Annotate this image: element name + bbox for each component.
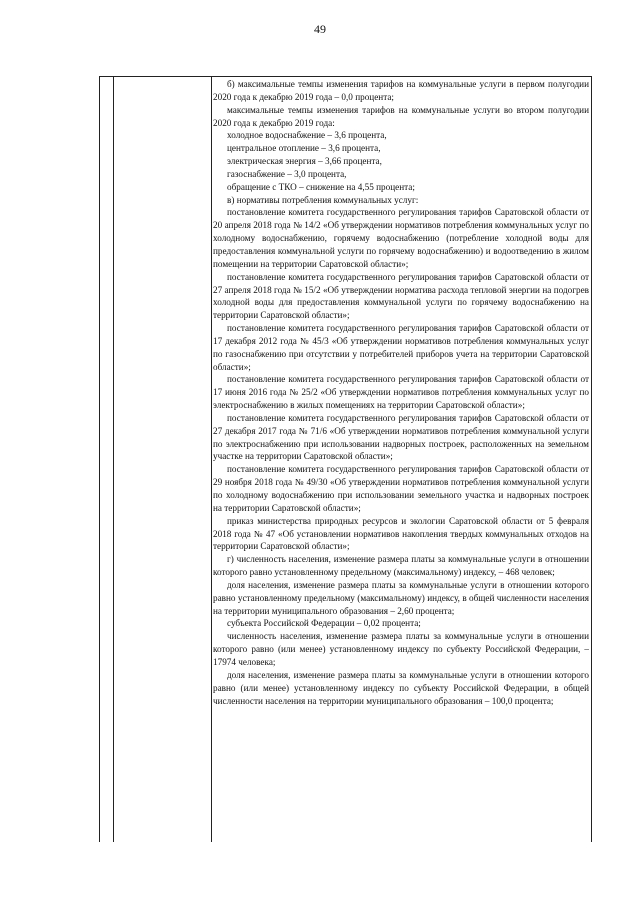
paragraph: г) численность населения, изменение размера платы за коммунальные услуги в отношении которого равно установленному предельному (максимальному) индексу, – 468 человек; xyxy=(213,554,589,578)
list-item: газоснабжение – 3,0 процента, xyxy=(227,168,347,179)
paragraph: постановление комитета государственного регулирования тарифов Саратовской области от 20 апреля 2018 года № 14/2 «Об утверждении нормативов потребления коммунальных услуг по холодному водоснабжению, горячему водоснабжению (потребление холодной воды для предоставления коммунальной услуги по горячему водоснабжению) и водоотведению в жилом помещении на территории Саратовской области»; xyxy=(213,207,589,269)
list-item: центральное отопление – 3,6 процента, xyxy=(227,143,381,154)
paragraph: доля населения, изменение размера платы за коммунальные услуги в отношении которого равно (или менее) установленному индексу по субъекту Российской Федерации, в общей численности населения на территории муниципального образования – 100,0 процента; xyxy=(213,669,589,706)
column-divider-2 xyxy=(211,77,212,842)
paragraph: доля населения, изменение размера платы за коммунальные услуги в отношении которого равно установленному предельному (максимальному) индексу, в общей численности населения на территории муниципального образования – 2,60 процента; xyxy=(213,579,589,616)
paragraph: постановление комитета государственного регулирования тарифов Саратовской области от 17 декабря 2012 года № 45/3 «Об утверждении нормативов потребления коммунальных услуг по газоснабжению при отсутствии у потребителей приборов учета на территории Саратовской области»; xyxy=(213,323,589,372)
paragraph: постановление комитета государственного регулирования тарифов Саратовской области от 17 июня 2016 года № 25/2 «Об утверждении нормативов потребления коммунальных услуг по электроснабжению в жилых помещениях на территории Саратовской области»; xyxy=(213,374,589,411)
list-item: в) нормативы потребления коммунальных услуг: xyxy=(227,194,419,205)
column-divider-1 xyxy=(113,77,114,842)
list-item: обращение с ТКО – снижение на 4,55 процента; xyxy=(227,181,415,192)
page-number: 49 xyxy=(314,22,326,36)
paragraph: постановление комитета государственного регулирования тарифов Саратовской области от 27 декабря 2017 года № 71/6 «Об утверждении нормативов потребления коммунальной услуги по электроснабжению при использовании надворных построек, расположенных на земельном участке на территории Саратовской области»; xyxy=(213,412,589,462)
paragraph: численность населения, изменение размера платы за коммунальные услуги в отношении которого равно (или менее) установленному индексу по субъекту Российской Федерации, – 17974 человека; xyxy=(213,631,589,667)
paragraph: субъекта Российской Федерации – 0,02 процента; xyxy=(227,618,421,629)
paragraph: постановление комитета государственного регулирования тарифов Саратовской области от 29 ноября 2018 года № 49/30 «Об утверждении нормативов потребления коммунальной услуги по холодному водоснабжению при использовании земельного участка и надворных построек на территории Саратовской области»; xyxy=(213,464,589,513)
list-item: электрическая энергия – 3,66 процента, xyxy=(227,156,382,167)
document-table xyxy=(99,76,592,842)
paragraph: приказ министерства природных ресурсов и экологии Саратовской области от 5 февраля 2018 года № 47 «Об установлении нормативов накопления твердых коммунальных отходов на территории Саратовской области»; xyxy=(213,515,589,552)
paragraph: максимальные темпы изменения тарифов на коммунальные услуги во втором полугодии 2020 года к декабрю 2019 года: xyxy=(213,104,589,128)
list-item: холодное водоснабжение – 3,6 процента, xyxy=(227,130,387,141)
text-cell xyxy=(213,78,589,840)
paragraph: постановление комитета государственного регулирования тарифов Саратовской области от 27 апреля 2018 года № 15/2 «Об утверждении норматива расхода тепловой энергии на подогрев холодной воды для предоставления коммунальной услуги по горячему водоснабжению на территории Саратовской области»; xyxy=(213,271,589,321)
paragraph: б) максимальные темпы изменения тарифов на коммунальные услуги в первом полугодии 2020 года к декабрю 2019 года – 0,0 процента; xyxy=(213,79,589,102)
